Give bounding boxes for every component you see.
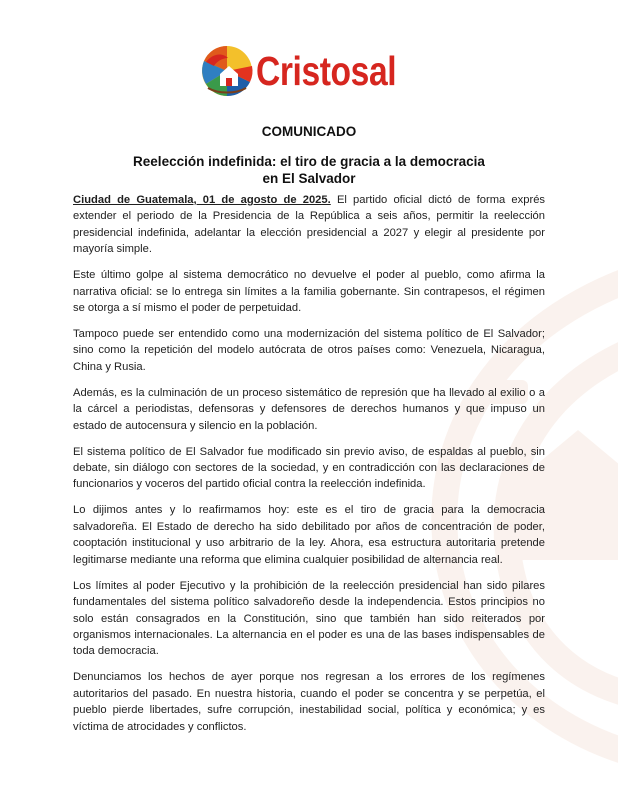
- paragraph-1: [73, 192, 545, 258]
- cristosal-logo: [200, 40, 427, 102]
- document-title: [0, 153, 618, 187]
- dateline: Ciudad de Guatemala, 01 de agosto de 2025.: [73, 194, 331, 206]
- paragraph-5: El sistema político de El Salvador fue modificado sin previo aviso, de espaldas al pueblo, sin debate, sin diálogo con sectores de la sociedad, y en contradicción con las declaraciones de funcionarios y voceros del partido oficial contra la reelección indefinida.: [73, 445, 545, 491]
- paragraph-2: Este último golpe al sistema democrático no devuelve el poder al pueblo, como afirma la narrativa oficial: se lo entrega sin límites a la familia gobernante. Sin contrapesos, el régimen se otorga a sí mismo el poder de perpetuidad.: [73, 269, 545, 315]
- paragraph-7: Los límites al poder Ejecutivo y la prohibición de la reelección presidencial han sido pilares fundamentales del sistema político salvadoreño desde la independencia. Estos principios no solo están consagrados en la Constitución, sino que también han sido reiterados por organismos internacionales. La alternancia en el poder es una de las bases indispensables de toda democracia.: [73, 579, 545, 658]
- document-body: [73, 192, 545, 745]
- brand-name: Cristosal: [256, 47, 397, 94]
- document-type-label: COMUNICADO: [261, 124, 357, 139]
- paragraph-1-text: El partido oficial dictó de forma exprés extender el periodo de la Presidencia de la República a seis años, permitir la reelección presidencial indefinida, adelantar la elección presidencial a 2027 y elegir al presidente por mayoría simple.: [73, 194, 546, 256]
- paragraph-6: Lo dijimos antes y lo reafirmamos hoy: este es el tiro de gracia para la democracia salvadoreña. El Estado de derecho ha sido debilitado por años de concentración de poder, cooptación institucional y uso arbitrario de la ley. Ahora, esa estructura autoritaria pretende legitimarse mediante una reforma que elimina cualquier posibilidad de alternancia real.: [73, 504, 545, 566]
- cristosal-emblem-icon: [200, 44, 254, 98]
- paragraph-4: Además, es la culminación de un proceso sistemático de represión que ha llevado al exilio o a la cárcel a periodistas, defensoras y defensores de derechos humanos y que impuso un estado de autocensura y silencio en la población.: [73, 386, 545, 432]
- title-line-1: Reelección indefinida: el tiro de gracia a la democracia: [133, 154, 485, 169]
- paragraph-3: Tampoco puede ser entendido como una modernización del sistema político de El Salvador; sino como la repetición del modelo autócrata de otros países como: Venezuela, Nicaragua, China y Rusia.: [73, 328, 545, 373]
- title-line-2: en El Salvador: [262, 171, 356, 186]
- paragraph-8: Denunciamos los hechos de ayer porque nos regresan a los errores de los regímenes autoritarios del pasado. En nuestra historia, cuando el poder se concentra y se perpetúa, el pueblo pierde libertades, sufre corrupción, inestabilidad social, política y económica; y es víctima de atrocidades y conflictos.: [73, 671, 545, 733]
